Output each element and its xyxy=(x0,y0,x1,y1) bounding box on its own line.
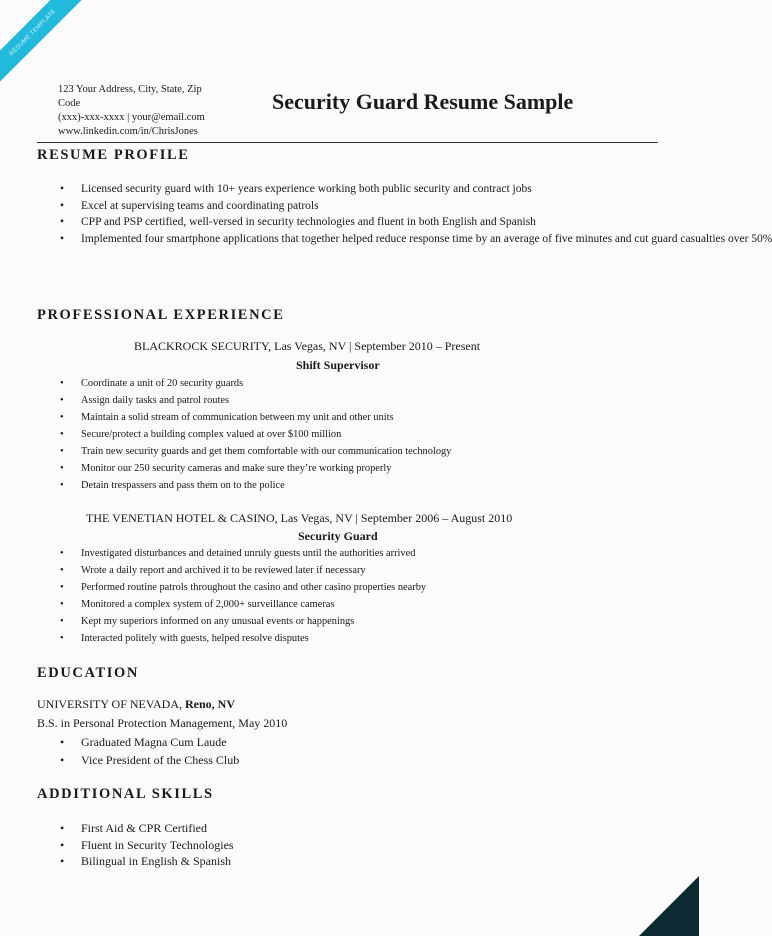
job-duties-list xyxy=(58,545,668,647)
list-item: • Detain trespassers and pass them on to the police xyxy=(58,477,668,494)
list-item: • Performed routine patrols throughout the casino and other casino properties nearby xyxy=(58,579,668,596)
contact-phone-email: (xxx)-xxx-xxxx | your@email.com xyxy=(58,112,205,123)
corner-fold-decoration xyxy=(619,876,699,936)
job-title: Security Guard xyxy=(298,529,378,543)
skills-list xyxy=(58,820,234,870)
list-item: • Wrote a daily report and archived it to be reviewed later if necessary xyxy=(58,562,668,579)
school-name: UNIVERSITY OF NEVADA, xyxy=(37,697,183,711)
job-duties-list xyxy=(58,375,668,494)
list-item: • Fluent in Security Technologies xyxy=(58,837,234,854)
education-school xyxy=(37,697,235,712)
contact-address-line2: Code xyxy=(58,98,81,109)
job-header: THE VENETIAN HOTEL & CASINO, Las Vegas, NV | September 2006 – August 2010 xyxy=(86,511,513,525)
list-item: • Secure/protect a building complex valued at over $100 million xyxy=(58,426,668,443)
contact-address-line1: 123 Your Address, City, State, Zip xyxy=(58,84,202,95)
job-header: BLACKROCK SECURITY, Las Vegas, NV | September 2010 – Present xyxy=(134,339,481,353)
school-location: Reno, NV xyxy=(185,697,236,711)
list-item: • Train new security guards and get them comfortable with our communication technology xyxy=(58,443,668,460)
list-item: • Bilingual in English & Spanish xyxy=(58,853,234,870)
list-item: • Assign daily tasks and patrol routes xyxy=(58,392,668,409)
document-title: Security Guard Resume Sample xyxy=(272,89,574,114)
list-item: • First Aid & CPR Certified xyxy=(58,820,234,837)
section-heading-skills: ADDITIONAL SKILLS xyxy=(37,786,214,802)
list-item: • Monitor our 250 security cameras and make sure they’re working properly xyxy=(58,460,668,477)
section-heading-education: EDUCATION xyxy=(37,665,139,681)
job-title: Shift Supervisor xyxy=(296,358,380,372)
contact-block xyxy=(58,83,248,139)
contact-linkedin: www.linkedin.com/in/ChrisJones xyxy=(58,126,198,137)
list-item: • Graduated Magna Cum Laude xyxy=(58,733,239,751)
header-divider xyxy=(37,142,658,143)
list-item: • Interacted politely with guests, helped resolve disputes xyxy=(58,630,668,647)
list-item: • Monitored a complex system of 2,000+ surveillance cameras xyxy=(58,596,668,613)
list-item: • Coordinate a unit of 20 security guards xyxy=(58,375,668,392)
section-heading-experience: PROFESSIONAL EXPERIENCE xyxy=(37,307,285,323)
list-item: • Kept my superiors informed on any unusual events or happenings xyxy=(58,613,668,630)
list-item: • Vice President of the Chess Club xyxy=(58,751,239,769)
list-item: • Licensed security guard with 10+ years experience working both public security and contract jobs xyxy=(58,181,658,197)
section-heading-profile: RESUME PROFILE xyxy=(37,147,190,163)
education-list xyxy=(58,733,239,769)
profile-list xyxy=(58,181,772,247)
list-item: • CPP and PSP certified, well-versed in security technologies and fluent in both English and Spanish xyxy=(58,214,658,230)
list-item: • Excel at supervising teams and coordinating patrols xyxy=(58,198,658,214)
list-item: • Implemented four smartphone applications that together helped reduce response time by an average of five minutes and cut guard casualties over 50% xyxy=(58,231,658,247)
list-item: • Maintain a solid stream of communication between my unit and other units xyxy=(58,409,668,426)
education-degree: B.S. in Personal Protection Management, May 2010 xyxy=(37,716,288,730)
ribbon-text: RESUME TEMPLATE xyxy=(0,0,94,94)
list-item: • Investigated disturbances and detained unruly guests until the authorities arrived xyxy=(58,545,668,562)
